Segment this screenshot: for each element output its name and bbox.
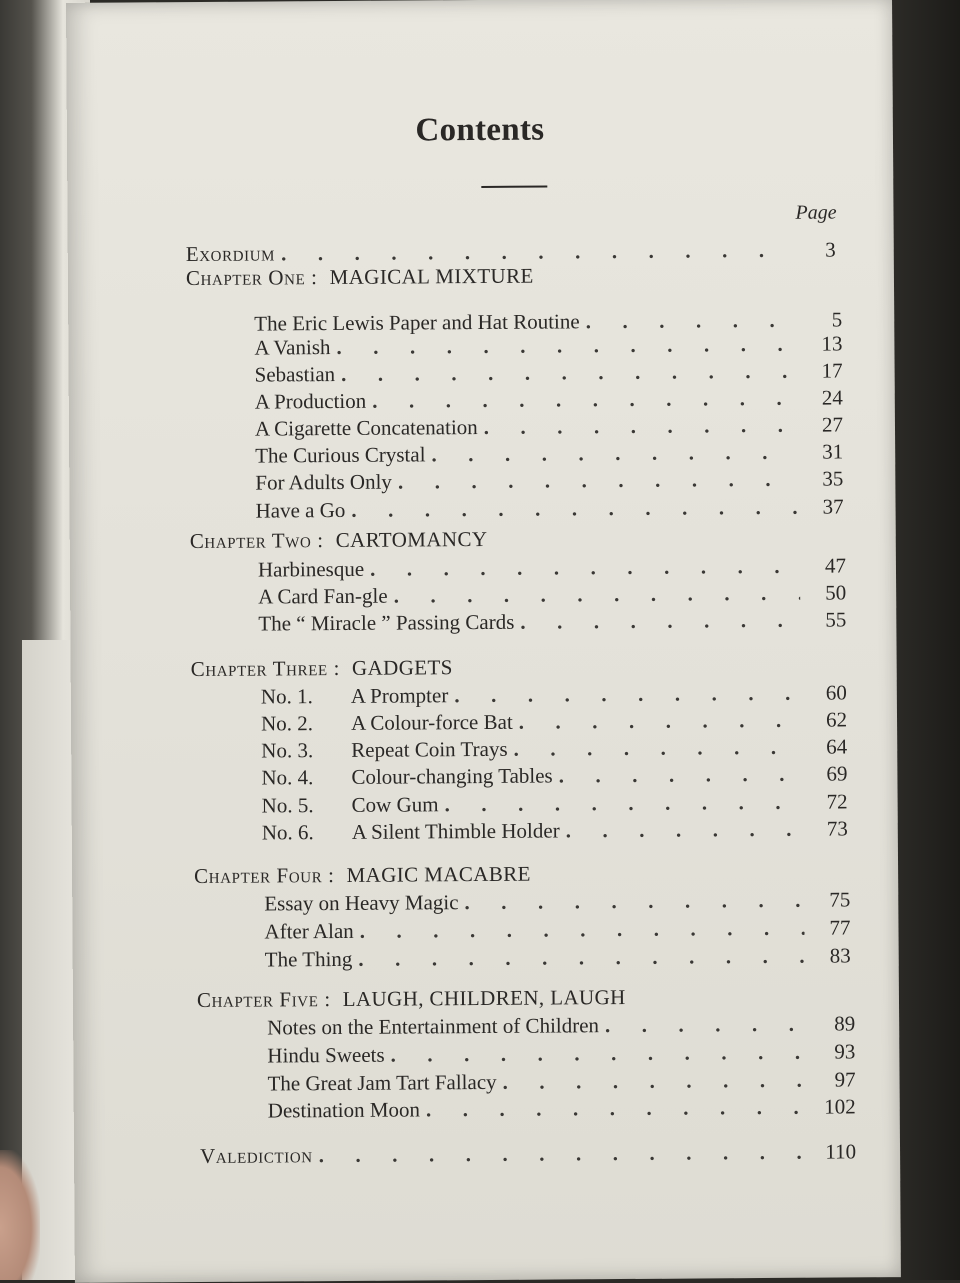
- dot-leader: [503, 1066, 810, 1096]
- toc-label: A Card Fan-gle: [258, 583, 388, 609]
- toc-label: For Adults Only: [255, 469, 392, 495]
- chapter-title: LAUGH, CHILDREN, LAUGH: [342, 985, 626, 1011]
- toc-label: The Eric Lewis Paper and Hat Routine: [254, 309, 580, 336]
- item-number: No. 4.: [261, 765, 314, 790]
- dot-leader: [351, 493, 797, 524]
- toc-label: The Thing: [264, 946, 353, 972]
- dot-leader: [444, 788, 801, 818]
- toc-row: [268, 1092, 856, 1124]
- dot-leader: [391, 1038, 810, 1069]
- toc-label: Cow Gum: [351, 792, 439, 817]
- toc-label: Harbinesque: [257, 556, 365, 582]
- toc-label: A Vanish: [254, 335, 331, 360]
- toc-page-number: 47: [824, 553, 847, 578]
- dot-leader: [559, 760, 802, 790]
- toc-label: Exordium: [185, 241, 276, 267]
- toc-row-exordium: [185, 218, 836, 267]
- toc-label: The Curious Crystal: [255, 442, 426, 468]
- page-column-heading: Page: [795, 201, 837, 224]
- item-number: No. 2.: [260, 711, 314, 736]
- toc-label: A Production: [254, 388, 367, 414]
- toc-page-number: 24: [821, 385, 843, 410]
- chapter-heading: [197, 983, 626, 1014]
- toc-page-number: 64: [826, 734, 848, 759]
- toc-row: [255, 450, 844, 495]
- dot-leader: [464, 886, 804, 916]
- dot-leader: [370, 552, 800, 583]
- toc-row: [258, 605, 846, 637]
- toc-label: Repeat Coin Trays: [351, 736, 508, 762]
- chapter-heading: [186, 262, 534, 292]
- toc-page-number: 97: [834, 1067, 856, 1092]
- chapter-number: Chapter One :: [185, 265, 318, 291]
- dot-leader: [519, 706, 801, 736]
- toc-page-number: 27: [821, 412, 844, 437]
- toc-label: A Colour-force Bat: [350, 709, 513, 735]
- chapter-number: Chapter Two :: [189, 528, 324, 554]
- toc-page-number: 13: [821, 331, 843, 356]
- toc-page-number: 62: [825, 707, 848, 732]
- toc-label: Valediction: [199, 1143, 313, 1168]
- toc-label: A Cigarette Concatenation: [254, 415, 478, 441]
- dot-leader: [319, 1138, 811, 1169]
- toc-page-number: 3: [825, 237, 836, 262]
- toc-page-number: 110: [825, 1139, 857, 1164]
- toc-page-number: 37: [822, 494, 844, 519]
- toc-page-number: 93: [834, 1039, 856, 1064]
- toc-page-number: 60: [825, 680, 847, 705]
- toc-page-number: 102: [824, 1094, 856, 1119]
- toc-page-number: 50: [825, 580, 847, 605]
- chapter-heading: [191, 653, 453, 683]
- toc-label: Colour-changing Tables: [351, 763, 553, 789]
- item-number: No. 1.: [260, 684, 313, 709]
- toc-page-number: 73: [826, 816, 848, 841]
- toc-row: [261, 759, 847, 791]
- toc-label: The “ Miracle ” Passing Cards: [258, 609, 515, 636]
- item-number: No. 3.: [261, 738, 314, 763]
- chapter-number: Chapter Four :: [194, 863, 335, 889]
- chapter-title: GADGETS: [351, 655, 453, 680]
- chapter-title: MAGICAL MIXTURE: [329, 263, 534, 290]
- chapter-number: Chapter Five :: [196, 987, 331, 1012]
- toc-page-number: 75: [829, 887, 851, 912]
- dot-leader: [426, 1093, 810, 1124]
- toc-row: [262, 814, 848, 846]
- toc-page-number: 83: [829, 943, 851, 968]
- toc-label: Essay on Heavy Magic: [264, 890, 459, 916]
- toc-label: Have a Go: [255, 497, 346, 523]
- toc-label: Destination Moon: [267, 1097, 421, 1123]
- table-of-contents: [66, 0, 901, 1283]
- chapter-title: MAGIC MACABRE: [346, 861, 531, 887]
- toc-row: [254, 287, 843, 336]
- dot-leader: [513, 733, 801, 763]
- page-title: Contents: [415, 111, 545, 149]
- dot-leader: [605, 1010, 809, 1039]
- dot-leader: [394, 579, 801, 610]
- thumb: [0, 1150, 40, 1280]
- toc-label: Notes on the Entertainment of Children: [267, 1013, 600, 1040]
- chapter-heading: [190, 525, 488, 555]
- toc-row: [267, 1009, 855, 1041]
- dot-leader: [358, 942, 804, 973]
- chapter-heading: [194, 860, 531, 890]
- toc-row-valediction: [200, 1137, 856, 1170]
- toc-row: [264, 885, 850, 917]
- contents-page: [66, 0, 901, 1283]
- toc-page-number: 35: [822, 466, 844, 491]
- toc-page-number: 31: [822, 439, 844, 464]
- toc-label: Hindu Sweets: [267, 1042, 385, 1068]
- dot-leader: [360, 914, 805, 945]
- dot-leader: [520, 606, 800, 636]
- toc-page-number: 89: [834, 1011, 856, 1036]
- toc-row: [264, 913, 850, 945]
- toc-label: A Silent Thimble Holder: [351, 818, 560, 844]
- toc-row: [265, 941, 851, 973]
- toc-label: Sebastian: [254, 362, 336, 387]
- chapter-number: Chapter Three :: [190, 655, 341, 682]
- toc-page-number: 55: [825, 607, 847, 632]
- toc-row: [267, 1037, 855, 1069]
- chapter-title: CARTOMANCY: [335, 526, 488, 553]
- dot-leader: [454, 679, 801, 709]
- dot-leader: [566, 815, 802, 845]
- toc-page-number: 17: [821, 358, 843, 383]
- toc-label: After Alan: [264, 918, 354, 944]
- toc-page-number: 72: [826, 789, 848, 814]
- toc-label: The Great Jam Tart Fallacy: [267, 1069, 497, 1096]
- item-number: No. 5.: [261, 793, 314, 818]
- toc-page-number: 69: [826, 761, 848, 786]
- toc-page-number: 77: [829, 915, 851, 940]
- toc-page-number: 5: [831, 307, 843, 332]
- toc-label: A Prompter: [350, 683, 449, 708]
- item-number: No. 6.: [261, 820, 314, 845]
